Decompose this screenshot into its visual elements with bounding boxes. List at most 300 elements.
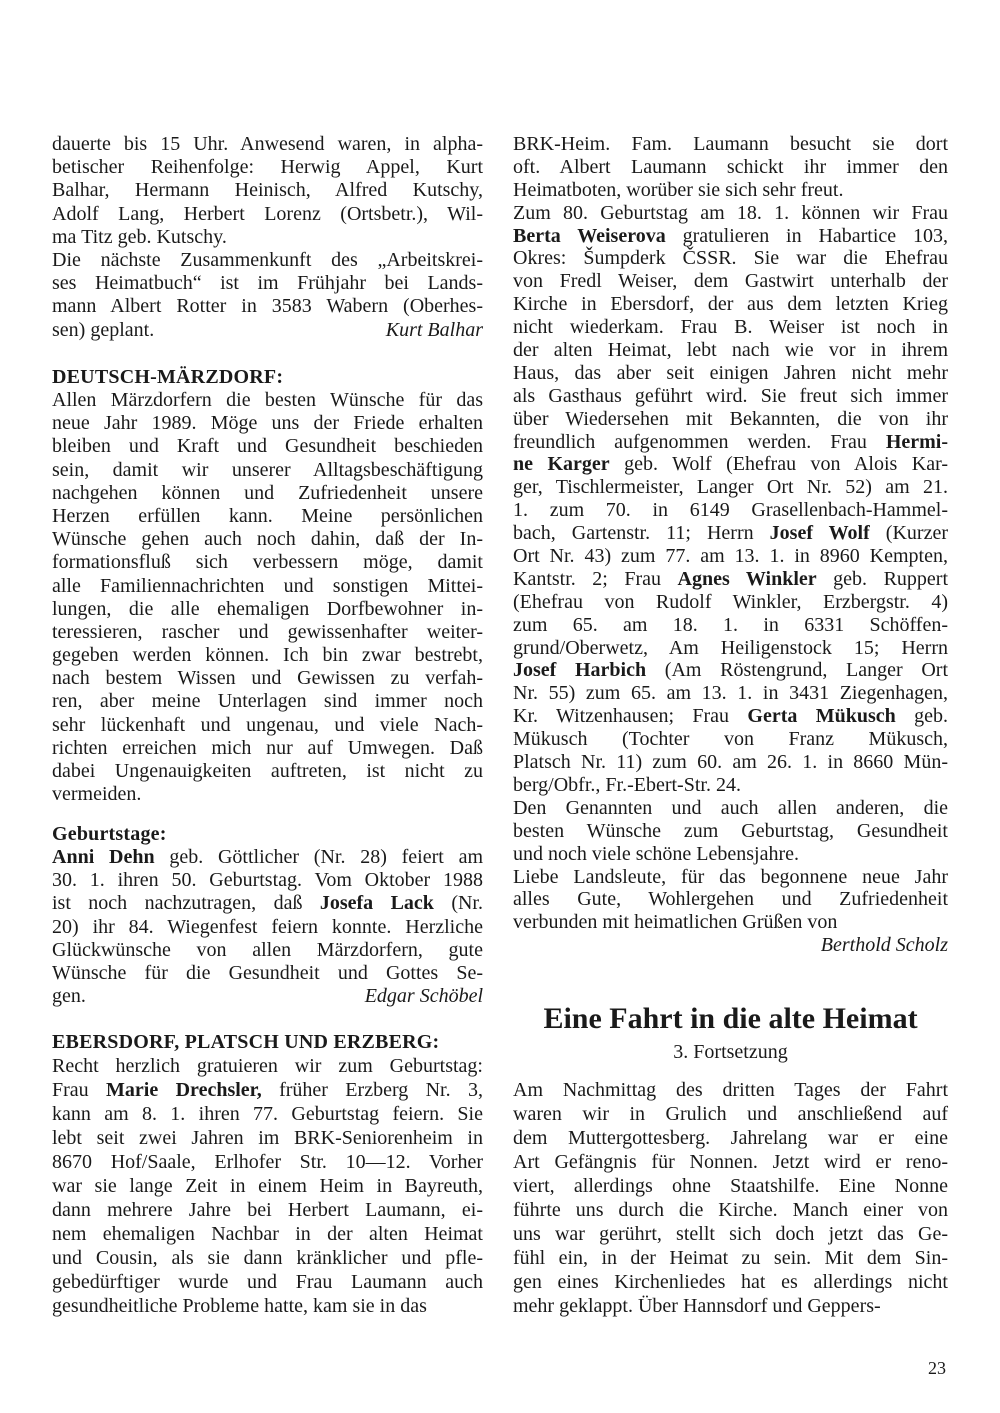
text-line-content [52, 644, 483, 667]
text-line [513, 431, 948, 454]
text-line [52, 435, 483, 458]
text-run: waren wir in Grulich und anschließend auf [513, 1103, 948, 1125]
text-run: geb. Göttlicher (Nr. 28) feiert am [154, 846, 484, 868]
text-run: Frau [52, 1079, 107, 1101]
text-run: bleiben und Kraft und Gesundheit beschieden [52, 435, 483, 458]
text-run: gesundheitliche Probleme hatte, kam sie in das [52, 1295, 427, 1317]
text-run: lungen, die alle ehemaligen Dorfbewohner in- [52, 597, 483, 620]
text-line-content [513, 1246, 948, 1270]
text-line [513, 499, 948, 522]
text-run: Okres: Šumpderk ČSSR. Sie war die Ehefrau [513, 247, 948, 270]
text-line-content [513, 156, 948, 179]
text-line-content [513, 499, 948, 522]
text-line-content [513, 682, 948, 705]
text-line [52, 760, 483, 783]
text-line-content [513, 1222, 948, 1246]
text-line-content [513, 476, 948, 499]
text-run: ses Heimatbuch“ ist im Frühjahr bei Lands- [52, 272, 483, 295]
text-line-content [513, 911, 837, 934]
text-run: BRK-Heim. Fam. Laumann besucht sie dort [513, 133, 948, 155]
text-run: lebt seit zwei Jahren im BRK-Seniorenheim in [52, 1127, 483, 1149]
text-line-content [513, 888, 948, 911]
text-run: sehr lückenhaft und ungenau, und viele Nach- [52, 713, 483, 736]
article-paragraph [52, 133, 483, 342]
text-line [52, 249, 483, 272]
text-run: Platsch Nr. 11) zum 60. am 26. 1. in 8660 Mün- [513, 751, 948, 774]
text-line-content [52, 1126, 483, 1150]
text-run: ren, aber meine Unterlagen sind immer noch [52, 690, 483, 713]
text-line-content [52, 528, 483, 551]
text-run: nem ehemaligen Nachbar in der alten Heimat [52, 1223, 483, 1245]
text-line-content [513, 568, 948, 591]
text-line [513, 1198, 948, 1222]
text-line-content [52, 203, 483, 226]
author-signature: Edgar Schöbel [364, 985, 483, 1008]
text-line [513, 1294, 948, 1318]
text-line-content [513, 843, 799, 866]
text-run: Kr. Witzenhausen; Frau [513, 705, 748, 728]
text-line-content [513, 797, 948, 820]
text-line-content [513, 820, 948, 843]
text-line-content [513, 774, 741, 797]
text-line-content [513, 1270, 948, 1294]
text-line [513, 1270, 948, 1294]
text-run: Zum 80. Geburtstag am 18. 1. können wir Frau [513, 201, 948, 224]
text-run: dann mehrere Jahre bei Herbert Laumann, ei- [52, 1199, 483, 1221]
text-line [52, 690, 483, 713]
article-title: Eine Fahrt in die alte Heimat [543, 1002, 918, 1035]
text-line-content [513, 270, 948, 293]
text-line [52, 1222, 483, 1246]
text-line [513, 774, 948, 797]
text-run: über Wiedersehen mit Bekannten, die von ihr [513, 407, 948, 430]
text-line-content [52, 916, 483, 939]
text-line [52, 892, 483, 915]
text-line [513, 202, 948, 225]
text-line [513, 133, 948, 156]
text-line [52, 644, 483, 667]
text-line [513, 1126, 948, 1150]
text-run: nach bestem Wissen und Gewissen zu verfah- [52, 667, 483, 690]
text-line-content [52, 667, 483, 690]
text-line [513, 820, 948, 843]
text-line-content [513, 385, 948, 408]
text-run: Wünsche gehen auch noch dahin, daß der In- [52, 528, 483, 551]
text-line-content [52, 598, 483, 621]
text-line-content [52, 272, 483, 295]
text-line-content [513, 591, 948, 614]
text-line-content [52, 412, 483, 435]
text-line [52, 575, 483, 598]
bold-name: Marie Drechsler, [106, 1079, 262, 1101]
text-run: uns war gerührt, stellt sich doch jetzt das Ge- [513, 1223, 948, 1245]
text-line [52, 714, 483, 737]
text-run: Herzen erfüllen kann. Meine persönlichen [52, 504, 483, 527]
text-line-content [513, 179, 843, 202]
text-line-content [52, 690, 483, 713]
text-run: neue Jahr 1989. Möge uns der Friede erhalten [52, 412, 483, 435]
text-run: von Fredl Weiser, dem Gastwirt unterhalb der [513, 270, 948, 293]
text-run: Wünsche für die Gesundheit und Gottes Se- [52, 961, 483, 984]
text-line [513, 797, 948, 820]
text-line-content [52, 1054, 483, 1078]
text-line-content [513, 1174, 948, 1198]
text-line [52, 1270, 483, 1294]
author-signature: Berthold Scholz [820, 934, 948, 957]
text-run: ger, Tischlermeister, Langer Ort Nr. 52) am 21. [513, 476, 948, 499]
text-line-content [513, 339, 948, 362]
text-line [52, 528, 483, 551]
text-line-content [513, 202, 948, 225]
text-line-content [513, 1294, 881, 1318]
text-line [52, 272, 483, 295]
text-run: Art Gefängnis für Nonnen. Jetzt wird er reno- [513, 1151, 948, 1173]
text-line [513, 225, 948, 248]
text-run: (Nr. [433, 892, 483, 915]
text-line-content [52, 389, 483, 412]
text-run: Recht herzlich gratuieren wir zum Geburtstag: [52, 1055, 483, 1077]
text-line [513, 339, 948, 362]
text-line-content [52, 1270, 483, 1294]
text-line [52, 156, 483, 179]
text-run: viert, allerdings ohne Staatshilfe. Eine Nonne [513, 1175, 948, 1197]
text-line-content [513, 431, 948, 454]
text-line-content [52, 482, 483, 505]
text-line-content [52, 295, 483, 318]
text-line-content [513, 453, 948, 476]
text-run: grund/Oberwetz, Am Heiligenstock 15; Herrn [513, 636, 948, 659]
text-line-content [52, 1222, 483, 1246]
text-line-content [513, 728, 948, 751]
bold-name: Hermi- [885, 430, 948, 453]
text-line [513, 1174, 948, 1198]
text-run: Den Genannten und auch allen anderen, die [513, 796, 948, 819]
text-run: betischer Reihenfolge: Herwig Appel, Kurt [52, 156, 483, 179]
text-line [52, 133, 483, 156]
text-run: nachgehen können und Zufriedenheit unsere [52, 481, 483, 504]
text-run: geb. Ruppert [816, 567, 949, 590]
text-line [513, 1150, 948, 1174]
text-line [52, 226, 483, 249]
text-line-content [513, 293, 948, 316]
text-run: zum 65. am 18. 1. in 6331 Schöffen- [513, 613, 948, 636]
text-line [52, 985, 483, 1008]
text-run: Kirche in Ebersdorf, der aus dem letzten Krieg [513, 293, 948, 316]
text-line [513, 408, 948, 431]
text-run: Am Nachmittag des dritten Tages der Fahrt [513, 1079, 948, 1101]
bold-name: Gerta Mükusch [747, 705, 896, 728]
text-line [513, 1222, 948, 1246]
text-line [52, 598, 483, 621]
text-line-content [52, 551, 483, 574]
bold-name: ne Karger [513, 453, 610, 476]
text-line-content [513, 1150, 948, 1174]
text-line [52, 1126, 483, 1150]
text-run: Glückwünsche von allen Märzdorfern, gute [52, 938, 483, 961]
text-line-content [52, 226, 227, 249]
text-run: ist noch nachzutragen, daß [52, 892, 320, 915]
text-line-content [52, 1246, 483, 1270]
text-line [513, 911, 948, 934]
text-line-content [52, 1174, 483, 1198]
text-run: führte uns durch die Kirche. Manch einer von [513, 1199, 948, 1221]
text-line [52, 203, 483, 226]
text-run: 1. zum 70. in 6149 Grasellenbach-Hammel- [513, 499, 948, 522]
text-run: gratulieren in Habartice 103, [665, 224, 949, 247]
text-run: dem Muttergottesberg. Jahrelang war er eine [513, 1127, 948, 1149]
text-run: und noch viele schöne Lebensjahre. [513, 842, 800, 865]
text-line-content [513, 751, 948, 774]
section-heading-geburtstage: Geburtstage: [52, 823, 167, 845]
text-line-content [52, 783, 141, 806]
text-run: dabei Ungenauigkeiten auftreten, ist nicht zu [52, 760, 483, 782]
text-run: gen eines Kirchenliedes hat es allerdings nicht [513, 1271, 948, 1293]
text-line-content [513, 659, 948, 682]
article-paragraph [513, 133, 948, 957]
text-line [513, 270, 948, 293]
text-line-content [52, 714, 483, 737]
text-run: formationsfluß sich verbessern möge, damit [52, 551, 483, 574]
text-run: mann Albert Rotter in 3583 Wabern (Oberhes- [52, 295, 483, 318]
text-run: dauerte bis 15 Uhr. Anwesend waren, in alpha- [52, 133, 483, 155]
text-run: alles Gute, Wohlergehen und Zufriedenheit [513, 888, 948, 911]
text-line-content [52, 892, 483, 915]
text-line-content [513, 522, 948, 545]
text-line-content [513, 614, 948, 637]
text-run: 30. 1. ihren 50. Geburtstag. Vom Oktober 1988 [52, 869, 483, 892]
text-line [52, 846, 483, 869]
text-run: teressieren, rascher und gewissenhafter weiter- [52, 620, 483, 643]
text-line [52, 551, 483, 574]
text-line [52, 621, 483, 644]
text-line [513, 179, 948, 202]
text-line-content [52, 249, 483, 272]
text-line [513, 316, 948, 339]
text-run: freundlich aufgenommen werden. Frau [513, 430, 886, 453]
text-line-content [513, 1126, 948, 1150]
text-run: bach, Gartenstr. 11; Herrn [513, 522, 770, 545]
text-line-content [52, 156, 483, 179]
text-line [513, 247, 948, 270]
text-run: Allen Märzdorfern die besten Wünsche für das [52, 389, 483, 411]
text-line [52, 916, 483, 939]
text-line [52, 1198, 483, 1222]
text-line [52, 412, 483, 435]
text-line-content [52, 985, 86, 1008]
text-line [52, 667, 483, 690]
text-run: war sie lange Zeit in einem Heim in Bayreuth, [52, 1175, 483, 1197]
text-run: besten Wünsche zum Geburtstag, Gesundheit [513, 819, 948, 842]
text-run: richten erreichen mich nur auf Umwegen. Daß [52, 736, 483, 759]
bold-name: Josefa Lack [319, 892, 434, 915]
bold-name: Josef Wolf [769, 522, 870, 545]
text-line [52, 1174, 483, 1198]
text-run: Ort Nr. 43) zum 77. am 13. 1. in 8960 Kempten, [513, 545, 948, 568]
bold-name: Josef Harbich [513, 659, 647, 682]
section-heading-deutsch-maerzdorf: DEUTSCH-MÄRZDORF: [52, 366, 284, 388]
text-line [513, 728, 948, 751]
text-run: der alten Heimat, lebt nach wie vor in ihrem [513, 339, 948, 362]
text-line-content [513, 316, 948, 339]
text-line-content [52, 846, 483, 869]
text-run: 8670 Hof/Saale, Erlhofer Str. 10—12. Vorher [52, 1151, 483, 1173]
text-line [513, 545, 948, 568]
text-run: Die nächste Zusammenkunft des „Arbeitskrei- [52, 248, 483, 271]
text-line [513, 614, 948, 637]
text-line-content [513, 1198, 948, 1222]
text-run: mehr geklappt. Über Hannsdorf und Geppers- [513, 1295, 881, 1317]
text-run: gegeben werden können. Ich bin zwar bestrebt, [52, 644, 483, 667]
article-subtitle: 3. Fortsetzung [673, 1041, 788, 1063]
text-line [513, 659, 948, 682]
text-run: gebedürftiger wurde und Frau Laumann auch [52, 1271, 483, 1293]
text-run: Liebe Landsleute, für das begonnene neue Jahr [513, 865, 948, 888]
text-line [52, 482, 483, 505]
text-line [52, 1102, 483, 1126]
text-run: Heimatboten, worüber sie sich sehr freut. [513, 178, 844, 201]
text-line [513, 705, 948, 728]
text-run: Haus, das aber seit einigen Jahren nicht mehr [513, 361, 948, 384]
text-line [52, 1246, 483, 1270]
article-paragraph [513, 1078, 948, 1318]
text-line [513, 385, 948, 408]
text-run: alle Familiennachrichten und sonstigen Mittei- [52, 574, 483, 597]
text-run: Mükusch (Tochter von Franz Mükusch, [513, 728, 948, 751]
text-line [513, 1246, 948, 1270]
bold-name: Berta Weiserova [513, 224, 666, 247]
text-line-content [52, 1150, 483, 1174]
text-line [513, 362, 948, 385]
text-line [513, 453, 948, 476]
text-line-content [513, 1078, 948, 1102]
text-line [52, 783, 483, 806]
text-run: oft. Albert Laumann schickt ihr immer den [513, 155, 948, 178]
text-line-content [52, 1294, 427, 1318]
text-line-content [52, 1198, 483, 1222]
text-run: verbunden mit heimatlichen Grüßen von [513, 911, 838, 934]
text-line [513, 637, 948, 660]
text-line-content [52, 133, 483, 156]
text-line-content [52, 621, 483, 644]
text-line [513, 843, 948, 866]
text-line [52, 869, 483, 892]
text-line-content [513, 637, 948, 660]
text-line-content [513, 133, 948, 156]
text-run: (Kurzer [869, 522, 948, 545]
text-line [513, 1102, 948, 1126]
text-line-content [52, 505, 483, 528]
article-paragraph [52, 846, 483, 1008]
text-line-content [52, 962, 483, 985]
text-line [513, 476, 948, 499]
text-run: Balhar, Hermann Heinisch, Alfred Kutschy, [52, 179, 483, 202]
text-line-content [52, 179, 483, 202]
text-line-content [52, 1102, 483, 1126]
text-run: fühl ein, in der Heimat zu sein. Mit dem Sin- [513, 1247, 948, 1269]
text-line [52, 1078, 483, 1102]
text-run: berg/Obfr., Fr.-Ebert-Str. 24. [513, 773, 741, 796]
text-line-content [513, 247, 948, 270]
text-line [52, 179, 483, 202]
text-run: als Gasthaus geführt wird. Sie freut sich immer [513, 384, 948, 407]
text-line-content [52, 435, 483, 458]
article-paragraph [52, 389, 483, 806]
text-run: sen) geplant. [52, 318, 155, 341]
text-run: nicht wiederkam. Frau B. Weiser ist noch in [513, 316, 948, 339]
text-line [52, 389, 483, 412]
text-run: ma Titz geb. Kutschy. [52, 225, 227, 248]
text-line [513, 568, 948, 591]
text-line-content [52, 737, 483, 760]
text-run: sein, damit wir unserer Alltagsbeschäftigung [52, 458, 483, 481]
text-line [52, 1294, 483, 1318]
text-line [513, 888, 948, 911]
text-line [513, 1078, 948, 1102]
text-run: (Ehefrau von Rudolf Winkler, Erzbergstr. 4) [513, 590, 948, 613]
text-line [52, 939, 483, 962]
text-line [513, 934, 948, 957]
text-run: geb. Wolf (Ehefrau von Alois Kar- [609, 453, 949, 476]
text-line [513, 591, 948, 614]
text-line-content [52, 459, 483, 482]
page-number: 23 [928, 1358, 946, 1378]
text-run: 20) ihr 84. Wiegenfest feiern konnte. Herzliche [52, 915, 483, 938]
text-run: Adolf Lang, Herbert Lorenz (Ortsbetr.), Wil- [52, 202, 483, 225]
text-line [52, 962, 483, 985]
text-line-content [513, 545, 948, 568]
text-line-content [52, 575, 483, 598]
text-line-content [52, 760, 483, 783]
text-line [52, 295, 483, 318]
text-run: früher Erzberg Nr. 3, [261, 1079, 483, 1101]
section-heading-ebersdorf: EBERSDORF, PLATSCH UND ERZBERG: [52, 1031, 440, 1053]
text-line-content [513, 705, 948, 728]
text-line [52, 1150, 483, 1174]
text-run: Nr. 55) zum 65. am 13. 1. in 3431 Ziegenhagen, [513, 682, 948, 705]
text-line-content [513, 408, 948, 431]
article-paragraph [52, 1054, 483, 1318]
text-line-content [513, 866, 948, 889]
text-run: (Am Röstengrund, Langer Ort [646, 659, 949, 682]
text-line [52, 319, 483, 342]
text-line [513, 866, 948, 889]
text-run: geb. [895, 705, 948, 728]
bold-name: Anni Dehn [52, 846, 155, 868]
text-line-content [513, 225, 948, 248]
text-run: vermeiden. [52, 783, 142, 806]
text-line [513, 293, 948, 316]
text-run: und Cousin, als sie dann kränklicher und pfle- [52, 1247, 483, 1269]
text-line [52, 737, 483, 760]
bold-name: Agnes Winkler [677, 567, 817, 590]
text-line [513, 751, 948, 774]
text-line [52, 459, 483, 482]
text-line-content [513, 1102, 948, 1126]
text-line-content [513, 362, 948, 385]
text-line-content [52, 1078, 483, 1102]
text-line [513, 156, 948, 179]
author-signature: Kurt Balhar [385, 318, 483, 341]
text-run: kann am 8. 1. ihren 77. Geburtstag feiern. Sie [52, 1103, 483, 1125]
text-line [52, 1054, 483, 1078]
text-line-content [52, 939, 483, 962]
text-line-content [52, 319, 154, 342]
text-line-content [52, 869, 483, 892]
text-run: gen. [52, 985, 86, 1008]
text-line [52, 505, 483, 528]
text-run: Kantstr. 2; Frau [513, 567, 678, 590]
text-line [513, 682, 948, 705]
